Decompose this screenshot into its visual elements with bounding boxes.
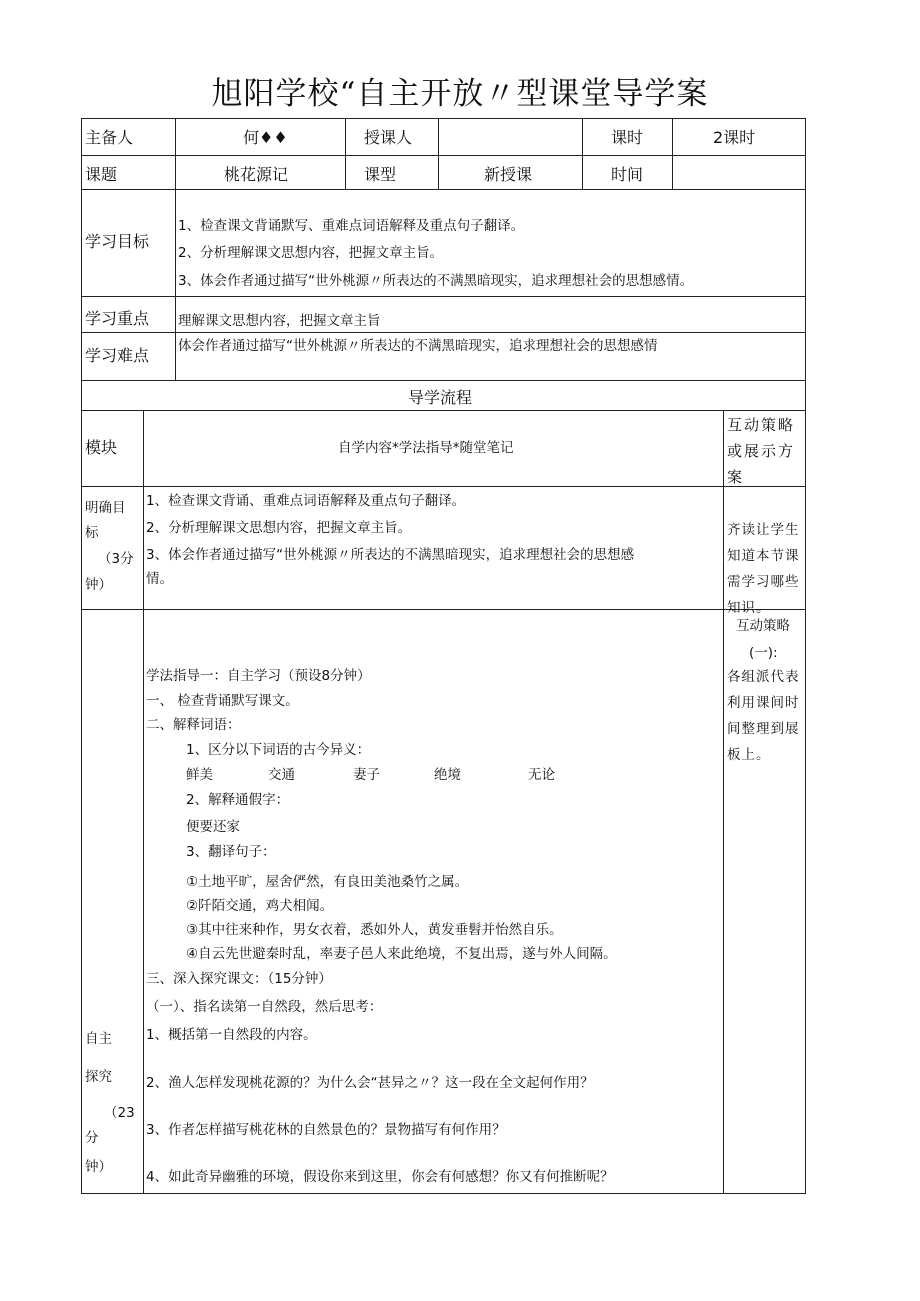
topic-value: 桃花源记 bbox=[224, 165, 289, 184]
section2-line: 3、翻译句子： bbox=[186, 844, 276, 860]
table-line bbox=[438, 118, 439, 189]
section1-strategy: 齐读让学生知道本节课需学习哪些知识。 bbox=[727, 522, 800, 616]
section2-line: 便要还家 bbox=[186, 819, 240, 835]
col-content: 自学内容*学法指导*随堂笔记 bbox=[338, 440, 514, 456]
col-strategy: 互动策略或展示方案 bbox=[727, 416, 796, 486]
table-line bbox=[143, 410, 144, 1194]
type-value: 新授课 bbox=[484, 165, 533, 184]
section2-line: 2、解释通假字： bbox=[186, 792, 290, 808]
table-line bbox=[81, 410, 805, 411]
hours-value: 2课时 bbox=[713, 128, 756, 147]
section2-module: 自主 bbox=[85, 1031, 112, 1047]
section1-module: 明确目 bbox=[85, 500, 126, 516]
section1-item: 情。 bbox=[146, 571, 173, 587]
section2-line: 4、如此奇异幽雅的环境，假设你来到这里，你会有何感想？你又有何推断呢？ bbox=[146, 1169, 614, 1185]
section2-line: 2、渔人怎样发现桃花源的？为什么会“甚异之〃？这一段在全文起何作用？ bbox=[146, 1075, 594, 1091]
section2-line: ④自云先世避秦时乱，率妻子邑人来此绝境，不复出焉，遂与外人间隔。 bbox=[186, 946, 617, 962]
table-line bbox=[81, 1193, 805, 1194]
section2-line: 学法指导一：自主学习（预设8分钟） bbox=[146, 668, 371, 684]
section2-line: 1、区分以下词语的古今异义： bbox=[186, 742, 371, 758]
section1-module: （3分 bbox=[98, 551, 134, 567]
vocab-word: 无论 bbox=[528, 767, 555, 783]
col-module: 模块 bbox=[85, 438, 118, 457]
table-line bbox=[175, 118, 176, 380]
page-title: 旭阳学校“自主开放〃型课堂导学案 bbox=[211, 76, 709, 112]
table-line bbox=[345, 118, 346, 189]
focus-label: 学习重点 bbox=[85, 309, 150, 328]
section2-line: 1、概括第一自然段的内容。 bbox=[146, 1027, 317, 1043]
hours-label: 课时 bbox=[611, 128, 644, 147]
table-line bbox=[81, 118, 82, 1194]
section1-module: 标 bbox=[85, 525, 99, 541]
table-line bbox=[81, 155, 805, 156]
vocab-word: 妻子 bbox=[353, 767, 380, 783]
goal-item: 3、体会作者通过描写“世外桃源〃所表达的不满黑暗现实，追求理想社会的思想感情。 bbox=[178, 273, 694, 289]
table-line bbox=[81, 189, 805, 190]
table-line bbox=[672, 118, 673, 189]
vocab-word: 鲜美 bbox=[186, 767, 213, 783]
section1-item: 1、检查课文背诵、重难点词语解释及重点句子翻译。 bbox=[146, 493, 466, 509]
vocab-word: 交通 bbox=[268, 767, 295, 783]
goal-item: 2、分析理解课文思想内容，把握文章主旨。 bbox=[178, 245, 444, 261]
section2-line: ③其中往来种作，男女衣着，悉如外人，黄发垂髫并怡然自乐。 bbox=[186, 922, 563, 938]
preparer-label: 主备人 bbox=[85, 128, 134, 147]
section1-item: 3、体会作者通过描写“世外桃源〃所表达的不满黑暗现实，追求理想社会的思想感 bbox=[146, 547, 635, 563]
section2-line: 一、 检查背诵默写课文。 bbox=[146, 693, 299, 709]
preparer-value: 何♦♦ bbox=[243, 128, 288, 147]
topic-label: 课题 bbox=[85, 165, 118, 184]
table-line bbox=[81, 296, 805, 297]
table-line bbox=[723, 410, 724, 1194]
section2-line: 三、深入探究课文：（15分钟） bbox=[146, 971, 332, 987]
table-line bbox=[81, 118, 805, 119]
section2-line: ②阡陌交通，鸡犬相闻。 bbox=[186, 898, 334, 914]
teacher-label: 授课人 bbox=[364, 128, 413, 147]
section2-strategy-sub: (一): bbox=[749, 645, 778, 661]
section2-strategy-text: 各组派代表利用课间时间整理到展板上。 bbox=[727, 669, 800, 763]
time-label: 时间 bbox=[611, 165, 644, 184]
section1-module: 钟） bbox=[85, 577, 112, 593]
section2-line: （一）、指名读第一自然段，然后思考： bbox=[146, 999, 383, 1015]
section2-strategy-title: 互动策略 bbox=[736, 618, 790, 634]
section2-line: ①土地平旷，屋舍俨然，有良田美池桑竹之属。 bbox=[186, 874, 469, 890]
table-line bbox=[81, 332, 805, 333]
goal-item: 1、检查课文背诵默写、重难点词语解释及重点句子翻译。 bbox=[178, 218, 525, 234]
goals-label: 学习目标 bbox=[85, 232, 150, 251]
section2-line: 二、解释词语： bbox=[146, 717, 241, 733]
table-line bbox=[81, 380, 805, 381]
vocab-word: 绝境 bbox=[434, 767, 461, 783]
type-label: 课型 bbox=[364, 165, 397, 184]
difficulty-label: 学习难点 bbox=[85, 346, 150, 365]
focus-text: 理解课文思想内容，把握文章主旨 bbox=[178, 313, 381, 329]
table-line bbox=[582, 118, 583, 189]
section2-line: 3、作者怎样描写桃花林的自然景色的？景物描写有何作用？ bbox=[146, 1122, 506, 1138]
flow-title: 导学流程 bbox=[408, 388, 473, 407]
section1-item: 2、分析理解课文思想内容，把握文章主旨。 bbox=[146, 520, 412, 536]
section2-module: 钟） bbox=[85, 1159, 112, 1175]
section2-module: 探究 bbox=[85, 1069, 112, 1085]
section2-module: 分 bbox=[85, 1130, 99, 1146]
section2-module: （23 bbox=[104, 1105, 135, 1121]
difficulty-text: 体会作者通过描写“世外桃源〃所表达的不满黑暗现实，追求理想社会的思想感情 bbox=[178, 338, 658, 354]
table-line bbox=[81, 486, 805, 487]
table-line bbox=[81, 609, 805, 610]
table-line bbox=[805, 118, 806, 1194]
